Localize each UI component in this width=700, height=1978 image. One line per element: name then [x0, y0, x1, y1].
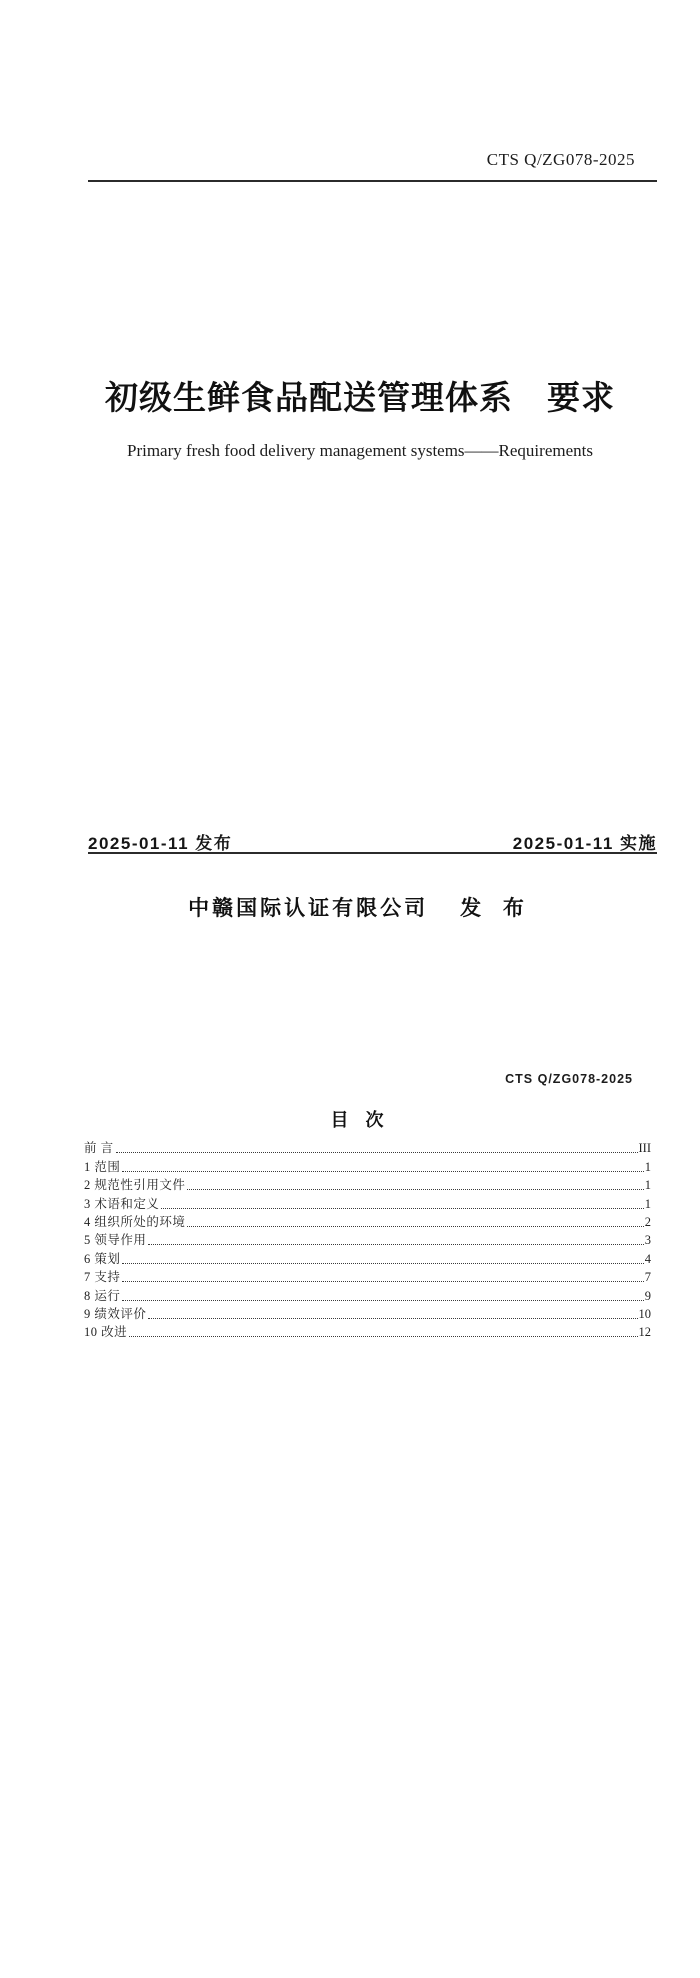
toc-entry-label: 9 绩效评价 [84, 1306, 147, 1321]
toc-entry-page: 1 [644, 1159, 651, 1174]
dot-leader [161, 1208, 643, 1209]
dot-leader [148, 1244, 643, 1245]
toc-entry-page: 9 [644, 1288, 651, 1303]
toc-list [84, 1138, 651, 1340]
toc-entry-label: 3 术语和定义 [84, 1196, 160, 1211]
cover-standard-code: CTS Q/ZG078-2025 [486, 150, 635, 169]
toc-entry-label: 4 组织所处的环境 [84, 1214, 186, 1229]
toc-entry-label: 7 支持 [84, 1270, 121, 1285]
toc-entry-label: 1 范围 [84, 1159, 121, 1174]
toc-entry-page: 3 [644, 1233, 651, 1248]
dot-leader [122, 1281, 643, 1282]
publisher-row [60, 892, 660, 922]
dates-rule [88, 852, 657, 854]
document-title-chinese: 初级生鲜食品配送管理体系 要求 [105, 379, 615, 416]
toc-entry-improvement [84, 1322, 651, 1340]
toc-entry-label: 2 规范性引用文件 [84, 1178, 186, 1193]
publisher-action-label: 发 布 [460, 897, 532, 920]
toc-entry-page: 10 [638, 1306, 651, 1321]
toc-entry-scope [84, 1156, 651, 1174]
toc-entry-label: 8 运行 [84, 1288, 121, 1303]
toc-entry-terms-definitions [84, 1193, 651, 1211]
toc-entry-context-of-organization [84, 1212, 651, 1230]
dot-leader [116, 1152, 638, 1153]
dates-row [88, 829, 657, 854]
toc-entry-normative-references [84, 1175, 651, 1193]
toc-entry-support [84, 1267, 651, 1285]
toc-entry-page: 12 [638, 1325, 651, 1340]
publisher-name: 中赣国际认证有限公司 [188, 897, 429, 920]
toc-entry-label: 6 策划 [84, 1251, 121, 1266]
toc-entry-page: 1 [644, 1178, 651, 1193]
toc-entry-leadership [84, 1230, 651, 1248]
toc-entry-page: 1 [644, 1196, 651, 1211]
toc-standard-code: CTS Q/ZG078-2025 [505, 1072, 633, 1086]
toc-entry-page: III [638, 1141, 651, 1156]
toc-entry-label: 前 言 [84, 1141, 114, 1156]
toc-entry-page: 7 [644, 1270, 651, 1285]
dot-leader [129, 1336, 637, 1337]
dot-leader [187, 1226, 643, 1227]
dot-leader [122, 1263, 643, 1264]
dot-leader [187, 1189, 643, 1190]
toc-entry-operation [84, 1285, 651, 1303]
document-title-english: Primary fresh food delivery management systems——Requirements [127, 441, 593, 460]
dot-leader [148, 1318, 637, 1319]
toc-entry-page: 2 [644, 1214, 651, 1229]
dot-leader [122, 1300, 643, 1301]
toc-entry-performance-evaluation [84, 1304, 651, 1322]
toc-entry-label: 5 领导作用 [84, 1233, 147, 1248]
toc-entry-page: 4 [644, 1251, 651, 1266]
implement-date: 2025-01-11 实施 [512, 834, 657, 853]
toc-title: 目 次 [330, 1110, 390, 1130]
toc-entry-foreword [84, 1138, 651, 1156]
toc-entry-label: 10 改进 [84, 1325, 128, 1340]
dot-leader [122, 1171, 643, 1172]
toc-entry-planning [84, 1248, 651, 1266]
publish-date: 2025-01-11 发布 [88, 834, 233, 853]
cover-header-rule [88, 180, 657, 182]
